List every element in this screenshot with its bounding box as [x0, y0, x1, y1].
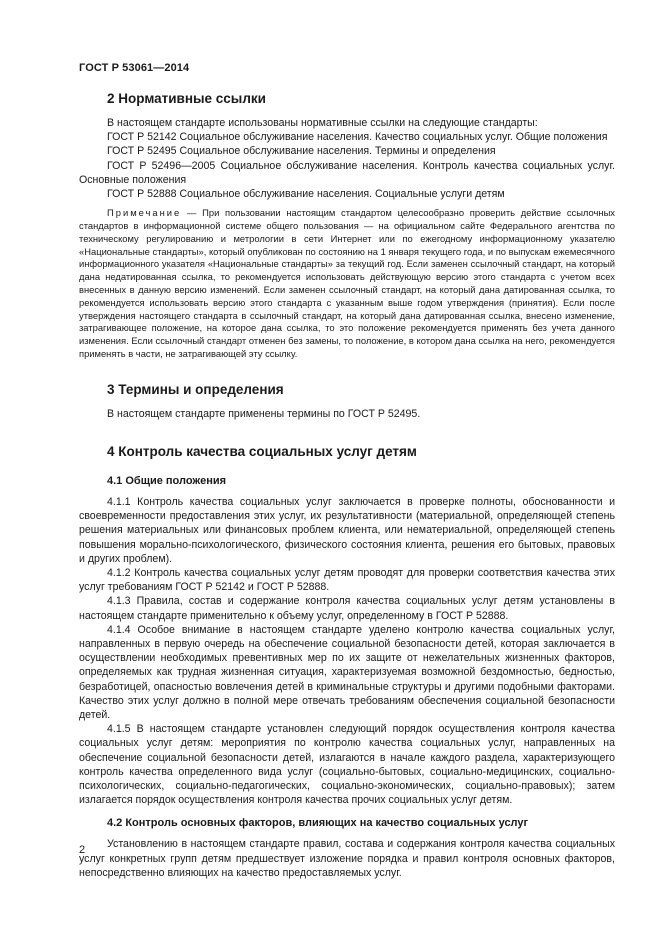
note-label: Примечание	[107, 207, 182, 219]
normative-ref: ГОСТ Р 52888 Социальное обслуживание населения. Социальные услуги детям	[107, 188, 505, 201]
normative-ref: ГОСТ Р 52142 Социальное обслуживание населения. Качество социальных услуг. Общие положения	[107, 131, 608, 144]
subsection-4-1-title: 4.1 Общие положения	[107, 474, 227, 487]
clause-4-1-2: 4.1.2 Контроль качества социальных услуг детям проводят для проверки соответствия качества этих услуг требованиям ГОСТ Р 52142 и ГОСТ Р 52888.	[79, 567, 615, 594]
clause-4-1-1: 4.1.1 Контроль качества социальных услуг заключается в проверке полноты, обоснованности и своевременности предоставления этих услуг, их результативности (материальной, определяющей степень решения материальных или финансовых проблем клиента, или нематериальной, определяющей степень повышения морально-психологического, физического состояния клиента, решения его бытовых, правовых и других проблем).	[79, 495, 615, 565]
section-3-title: 3 Термины и определения	[107, 381, 284, 397]
section-2-title: 2 Нормативные ссылки	[107, 91, 266, 106]
subsection-4-2-title: 4.2 Контроль основных факторов, влияющих на качество социальных услуг	[107, 817, 529, 830]
normative-ref: ГОСТ Р 52496—2005 Социальное обслуживание населения. Контроль качества социальных услуг. Основные положения	[79, 159, 615, 186]
page-number: 2	[79, 844, 86, 856]
section-2-note	[79, 207, 615, 361]
clause-4-1-3: 4.1.3 Правила, состав и содержание контроля качества социальных услуг детям установлены в настоящем стандарте применительно к объему услуг, определенному в ГОСТ Р 52888.	[79, 595, 615, 622]
clause-4-1-5: 4.1.5 В настоящем стандарте установлен следующий порядок осуществления контроля качества социальных услуг детям: мероприятия по контролю качества социальных услуг, направленных на обеспечение социальной безопасности детей, излагаются в начале каждого раздела, характеризующего контроль качества определенного вида услуг (социально-бытовых, социально-медицинских, социально-психологических, социально-педагогических, социально-экономических, социально-правовых); затем излагается порядок осуществления контроля качества прочих социальных услуг детям.	[79, 723, 615, 807]
clause-4-2: Установлению в настоящем стандарте правил, состава и содержания контроля качества социальных услуг конкретных групп детям предшествует изложение порядка и правил контроля основных факторов, непосредственно влияющих на качество предоставляемых услуг.	[79, 838, 615, 879]
document-body	[79, 90, 615, 880]
clause-4-1-4: 4.1.4 Особое внимание в настоящем стандарте уделено контролю качества социальных услуг, направленных в первую очередь на обеспечение социальной безопасности детей, которая заключается в осуществлении необходимых превентивных мер по их защите от нежелательных жизненных факторов, определяемых как трудная жизненная ситуация, характеризуемая возможной бездомностью, бедностью, безработицей, опасностью вовлечения детей в криминальные структуры и другими подобными факторами. Качество этих услуг должно в полной мере отвечать требованиям обеспечения социальной безопасности детей.	[79, 623, 615, 722]
normative-ref: ГОСТ Р 52495 Социальное обслуживание населения. Термины и определения	[107, 145, 496, 158]
section-4-title: 4 Контроль качества социальных услуг детям	[107, 443, 417, 459]
section-3-text: В настоящем стандарте применены термины по ГОСТ Р 52495.	[107, 407, 421, 420]
note-text: — При пользовании настоящим стандартом целесообразно проверить действие ссылочных стандартов в информационной системе общего пользования — на официальном сайте Федерального агентства по техническому регулированию и метрологии в сети Интернет или по ежегодному информационному указателю «Национальные стандарты», который опубликован по состоянию на 1 января текущего года, и по выпускам ежемесячного информационного указателя «Национальные стандарты» за текущий год. Если заменен ссылочный стандарт, на который дана недатированная ссылка, то рекомендуется использовать действующую версию этого стандарта с учетом всех внесенных в данную версию изменений. Если заменен ссылочный стандарт, на который дана датированная ссылка, то рекомендуется использовать версию этого стандарта с указанным выше годом утверждения (принятия). Если после утверждения настоящего стандарта в ссылочный стандарт, на который дана датированная ссылка, внесено изменение, затрагивающее положение, на которое дана ссылка, то это положение рекомендуется применять без учета данного изменения. Если ссылочный стандарт отменен без замены, то положение, в котором дана ссылка на него, рекомендуется применять в части, не затрагивающей эту ссылку.	[79, 207, 615, 359]
section-2-intro: В настоящем стандарте использованы нормативные ссылки на следующие стандарты:	[107, 117, 538, 129]
document-header: ГОСТ Р 53061—2014	[79, 62, 190, 74]
